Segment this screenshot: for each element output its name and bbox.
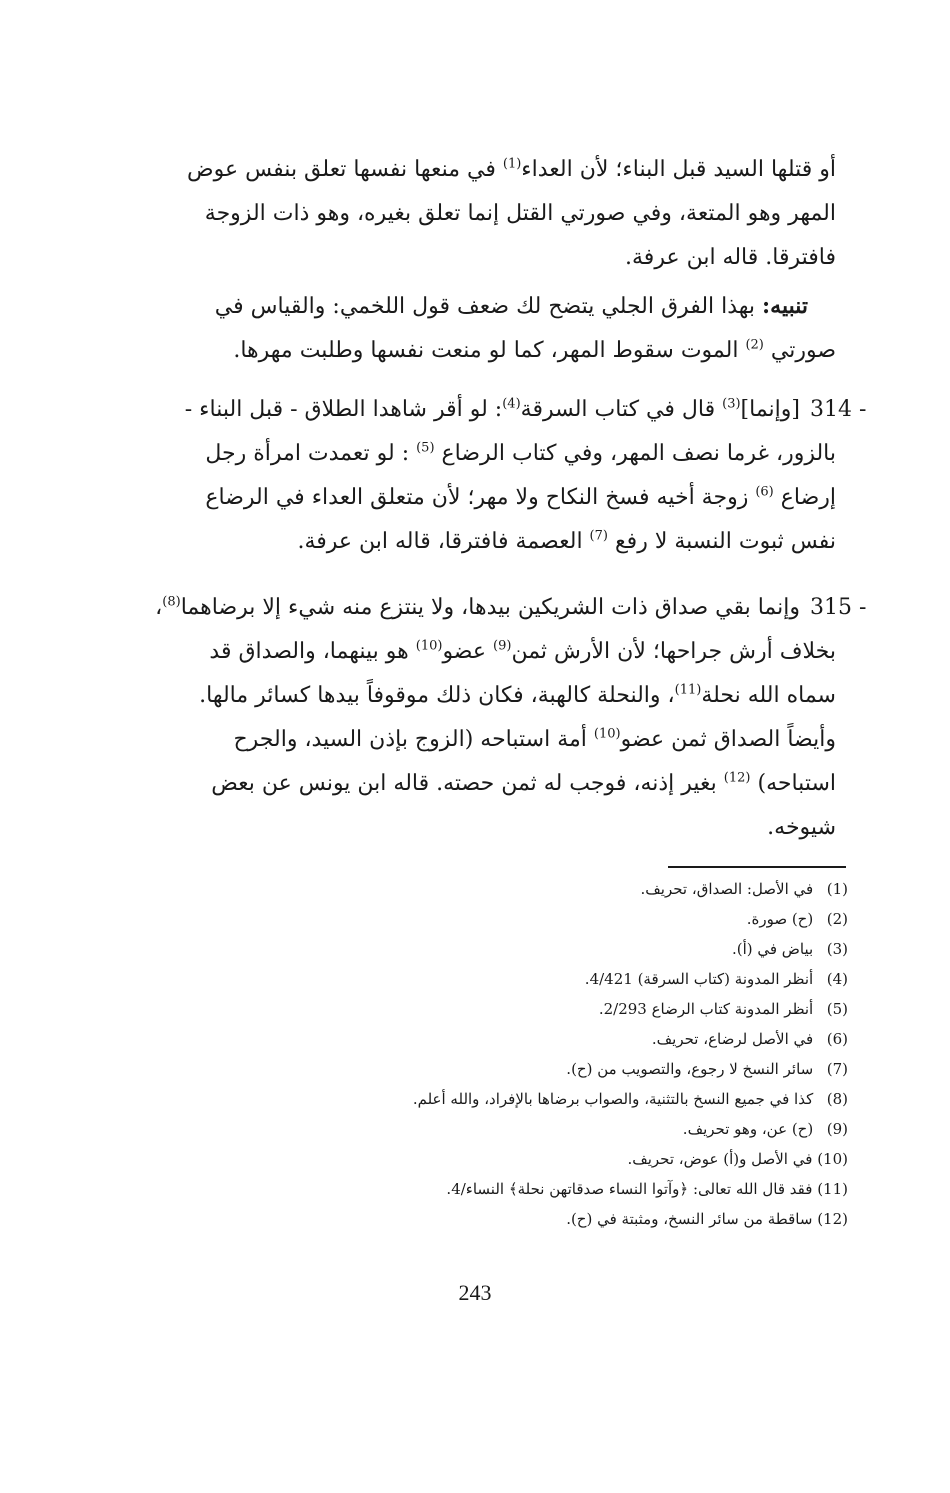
paragraph-315-body (110, 630, 836, 850)
text-line (110, 762, 836, 806)
footnote-item (250, 1024, 848, 1054)
text-segment: ، (155, 595, 163, 620)
text-line (110, 432, 836, 476)
text-segment: قال في كتاب السرقة (520, 397, 723, 422)
footnote-number: (10) (817, 1150, 848, 1168)
text-segment: العصمة فافترقا، قاله ابن عرفة. (297, 529, 590, 554)
footnote-item (250, 874, 848, 904)
footnote-text: في الأصل لرضاع، تحريف. (651, 1030, 814, 1048)
text-segment: في منعها نفسها تعلق بنفس عوض (187, 157, 503, 182)
footnote-item (250, 1144, 848, 1174)
footnote-ref: (8) (162, 594, 181, 610)
text-segment: هو بينهما، والصداق قد (209, 639, 416, 664)
footnote-ref: (2) (745, 337, 764, 353)
text-line (110, 329, 836, 373)
footnote-item (250, 1174, 848, 1204)
text-segment: أو قتلها السيد قبل البناء؛ لأن العداء (521, 157, 836, 182)
footnote-text: أنظر المدونة (كتاب السرقة) 4/421. (584, 970, 814, 988)
footnote-text: (ح) عن، وهو تحريف. (682, 1120, 814, 1138)
text-segment: وأيضاً الصداق ثمن عضو (620, 727, 836, 752)
footnote-text: أنظر المدونة كتاب الرضاع 2/293. (598, 1000, 814, 1018)
text-segment: بهذا الفرق الجلي يتضح لك ضعف قول اللخمي: والقياس في (214, 294, 763, 319)
text-line (110, 388, 800, 432)
footnote-item (250, 1204, 848, 1234)
text-segment: أمة استباحه (الزوج بإذن السيد، والجرح (233, 727, 594, 752)
paragraph-315 (110, 586, 800, 630)
paragraph-note (110, 284, 836, 373)
text-segment: الموت سقوط المهر، كما لو منعت نفسها وطلبت مهرها. (233, 338, 746, 363)
text-segment: ، والنحلة كالهبة، فكان ذلك موقوفاً بيدها كسائر مالها. (199, 683, 675, 708)
footnote-ref: (10) (593, 726, 621, 742)
footnote-item (250, 934, 848, 964)
paragraph-314-body (110, 432, 836, 564)
footnote-number: (5) (826, 1000, 848, 1018)
footnote-item (250, 904, 848, 934)
text-line (110, 284, 836, 329)
text-line (110, 630, 836, 674)
footnote-number: (7) (826, 1060, 848, 1078)
text-segment: [وإنما] (740, 397, 800, 422)
text-segment: بخلاف أرش جراحها؛ لأن الأرش ثمن (511, 639, 836, 664)
text-segment: زوجة أخيه فسخ النكاح ولا مهر؛ لأن متعلق العداء في الرضاع (205, 485, 756, 510)
footnote-ref: (11) (674, 682, 702, 698)
text-line (110, 148, 836, 192)
text-segment: عضو (442, 639, 494, 664)
footnotes (250, 874, 848, 1234)
paragraph-continuation (110, 148, 836, 280)
text-line (110, 520, 836, 564)
footnote-ref: (9) (493, 638, 512, 654)
text-line: المهر وهو المتعة، وفي صورتي القتل إنما تعلق بغيره، وهو ذات الزوجة (204, 201, 836, 226)
footnote-number: (2) (826, 910, 848, 928)
text-line (110, 586, 800, 630)
footnote-number: (11) (817, 1180, 848, 1198)
footnote-item (250, 1084, 848, 1114)
footnote-text: ساقطة من سائر النسخ، ومثبتة في (ح). (566, 1210, 813, 1228)
footnote-text: فقد قال الله تعالى: ﴿وآتوا النساء صدقاتهن نحلة﴾ النساء/4. (446, 1180, 813, 1198)
footnote-number: (6) (826, 1030, 848, 1048)
footnote-ref: (6) (755, 484, 774, 500)
text-segment: بالزور، غرما نصف المهر، وفي كتاب الرضاع (434, 441, 836, 466)
text-segment: : لو أقر شاهدا الطلاق - قبل البناء - (184, 397, 503, 422)
text-line (110, 718, 836, 762)
text-segment: : لو تعمدت امرأة رجل (205, 441, 417, 466)
footnote-text: سائر النسخ لا رجوع، والتصويب من (ح). (566, 1060, 814, 1078)
footnote-item (250, 994, 848, 1024)
text-line: فافترقا. قاله ابن عرفة. (625, 245, 836, 270)
paragraph-number: 314 - (810, 397, 867, 422)
text-line (110, 476, 836, 520)
footnote-ref: (5) (416, 440, 435, 456)
footnote-ref: (12) (723, 770, 751, 786)
footnote-ref: (10) (415, 638, 443, 654)
note-label: تنبيه: (762, 293, 809, 319)
footnote-text: في الأصل و(أ) عوض، تحريف. (627, 1150, 813, 1168)
text-line (110, 674, 836, 718)
footnote-text: (ح) صورة. (746, 910, 814, 928)
text-segment: استباحه) (750, 771, 836, 796)
text-segment: وإنما بقي صداق ذات الشريكين بيدها، ولا ينتزع منه شيء إلا برضاهما (180, 595, 800, 620)
text-line: شيوخه. (767, 815, 836, 840)
footnote-item (250, 1114, 848, 1144)
paragraph-number: 315 - (810, 595, 867, 620)
text-segment: صورتي (763, 338, 836, 363)
text-segment: بغير إذنه، فوجب له ثمن حصته. قاله ابن يونس عن بعض (211, 771, 724, 796)
footnote-item (250, 1054, 848, 1084)
footnote-ref: (1) (502, 156, 522, 172)
footnote-text: كذا في جميع النسخ بالتثنية، والصواب برضاها بالإفراد، والله أعلم. (412, 1090, 814, 1108)
footnote-ref: (3) (722, 396, 741, 412)
footnote-number: (9) (826, 1120, 848, 1138)
text-segment: نفس ثبوت النسبة لا رفع (607, 529, 836, 554)
footnote-number: (3) (826, 940, 848, 958)
footnote-number: (8) (826, 1090, 848, 1108)
page-number: 243 (458, 1280, 492, 1305)
footnote-number: (1) (826, 880, 848, 898)
paragraph-314 (110, 388, 800, 432)
text-segment: سماه الله نحلة (701, 683, 836, 708)
text-segment: إرضاع (773, 485, 836, 510)
footnote-text: في الأصل: الصداق، تحريف. (640, 880, 814, 898)
footnote-ref: (7) (589, 528, 608, 544)
footnote-number: (4) (826, 970, 848, 988)
footnote-number: (12) (817, 1210, 848, 1228)
footnote-separator (668, 866, 846, 868)
footnote-item (250, 964, 848, 994)
footnote-text: بياض في (أ). (731, 940, 814, 958)
footnote-ref: (4) (502, 396, 521, 412)
